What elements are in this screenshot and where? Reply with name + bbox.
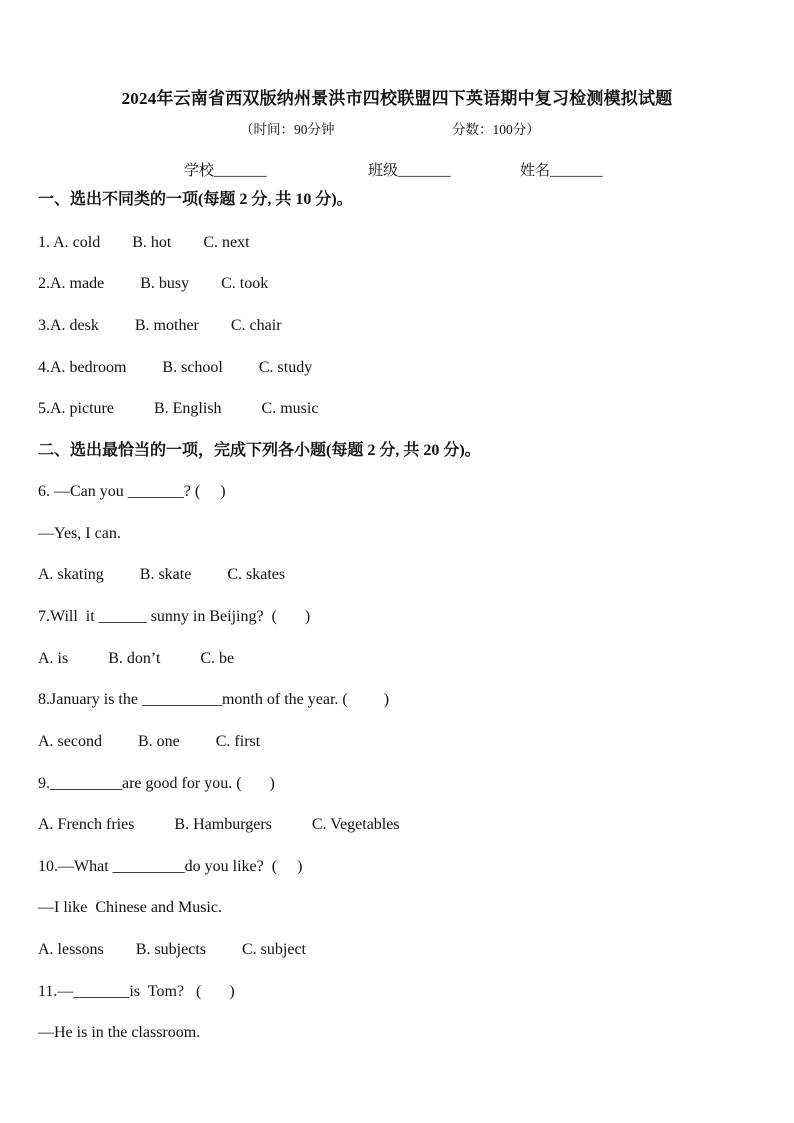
question-line: 2.A. made B. busy C. took	[38, 275, 269, 292]
question-line: 7.Will it ______ sunny in Beijing? ( )	[38, 608, 311, 625]
question-line: 1. A. cold B. hot C. next	[38, 234, 250, 251]
options-line: A. lessons B. subjects C. subject	[38, 941, 306, 958]
exam-score: 分数：100分）	[452, 122, 540, 137]
answer-line: —Yes, I can.	[38, 525, 121, 542]
question-line: 3.A. desk B. mother C. chair	[38, 317, 282, 334]
question-line: 10.—What _________do you like? ( )	[38, 858, 303, 875]
options-line: A. French fries B. Hamburgers C. Vegetables	[38, 816, 400, 833]
question-line: 9._________are good for you. ( )	[38, 775, 275, 792]
question-line: 5.A. picture B. English C. music	[38, 400, 319, 417]
section-heading-2: 二、选出最恰当的一项，完成下列各小题(每题 2 分, 共 20 分)。	[38, 442, 481, 459]
question-line: 11.—_______is Tom? ( )	[38, 983, 235, 1000]
question-line: 6. —Can you _______? ( )	[38, 483, 226, 500]
options-line: A. second B. one C. first	[38, 733, 261, 750]
exam-title: 2024年云南省西双版纳州景洪市四校联盟四下英语期中复习检测模拟试题	[121, 89, 673, 108]
section-heading-1: 一、选出不同类的一项(每题 2 分, 共 10 分)。	[38, 191, 353, 208]
name-field: 姓名_______	[520, 163, 603, 179]
options-line: A. is B. don’t C. be	[38, 650, 235, 667]
exam-time: （时间：90分钟	[240, 122, 335, 137]
school-field: 学校_______	[184, 163, 267, 179]
class-field: 班级_______	[368, 163, 451, 179]
answer-line: —He is in the classroom.	[38, 1024, 201, 1041]
options-line: A. skating B. skate C. skates	[38, 566, 286, 583]
question-line: 8.January is the __________month of the year. ( )	[38, 691, 390, 708]
question-line: 4.A. bedroom B. school C. study	[38, 359, 313, 376]
answer-line: —I like Chinese and Music.	[38, 899, 222, 916]
